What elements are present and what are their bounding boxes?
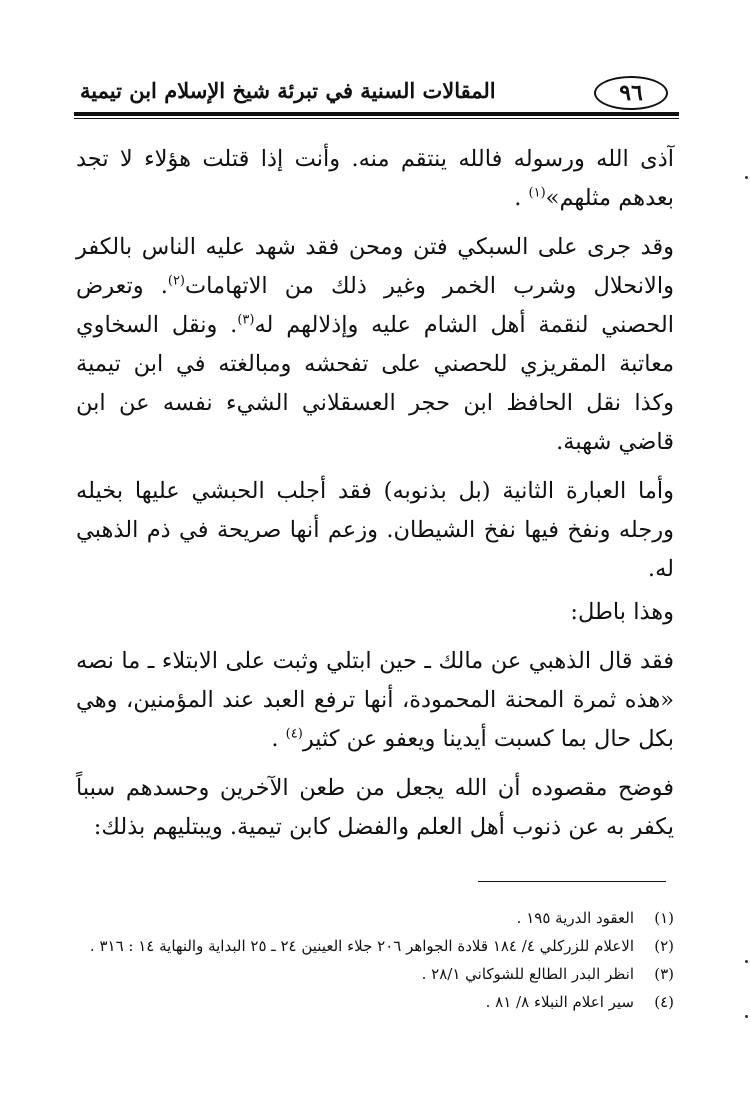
footnote-4: [60, 990, 674, 1015]
footnote-number: (١): [654, 909, 674, 927]
footnote-number: (٢): [654, 937, 674, 955]
footnote-1: [60, 906, 674, 931]
paragraph-1: [76, 140, 674, 218]
footnote-text: العقود الدرية ١٩٥ .: [516, 909, 634, 927]
paragraph-2-part-2: . وتعرض الحصني لنقمة أهل الشام عليه وإذلالهم له: [76, 273, 674, 338]
footnotes: [60, 906, 674, 1018]
footnote-number: (٣): [654, 965, 674, 983]
page-header: [72, 72, 678, 112]
footnote-ref-4: (٤): [285, 726, 303, 742]
running-title: المقالات السنية في تبرئة شيخ الإسلام ابن تيمية: [80, 78, 496, 103]
footnote-text: الاعلام للزركلي ٤/ ١٨٤ قلادة الجواهر ٢٠٦ جلاء العينين ٢٤ ـ ٢٥ البداية والنهاية ١٤ : ٣١٦ .: [89, 937, 634, 955]
scan-speck: [745, 176, 748, 179]
footnote-2: [60, 934, 674, 959]
footnote-number: (٤): [654, 993, 674, 1011]
header-rule: [74, 112, 679, 116]
paragraph-4: وهذا باطل:: [570, 599, 674, 625]
paragraph-6: فوضح مقصوده أن الله يجعل من طعن الآخرين وحسدهم سبباً يكفر به عن ذنوب أهل العلم والفضل كابن تيمية. ويبتليهم بذلك:: [76, 775, 674, 840]
body-text: [76, 140, 674, 847]
scan-speck: [745, 960, 748, 963]
footnote-ref-3: (٣): [237, 312, 255, 328]
paragraph-5-end: .: [271, 726, 286, 752]
footnote-ref-1: (١): [528, 185, 546, 201]
footnote-3: [60, 962, 674, 987]
paragraph-2-part-1: وقد جرى على السبكي فتن ومحن فقد شهد عليه الناس بالكفر والانحلال وشرب الخمر وغير ذلك من الاتهامات: [76, 234, 674, 299]
paragraph-1-text: آذى الله ورسوله فالله ينتقم منه. وأنت إذا قتلت هؤلاء لا تجد بعدهم مثلهم»: [76, 146, 674, 211]
paragraph-5: [76, 642, 674, 759]
page-number: ٩٦: [594, 76, 668, 110]
paragraph-5-text: فقد قال الذهبي عن مالك ـ حين ابتلي وثبت على الابتلاء ـ ما نصه «هذه ثمرة المحنة المحمودة، أنها ترفع العبد عند المؤمنين، وهي بكل حال بما كسبت أيدينا ويعفو عن كثير: [76, 648, 674, 752]
paragraph-2: [76, 228, 674, 462]
footnote-separator: [478, 881, 666, 882]
scan-speck: [745, 1015, 748, 1018]
paragraph-3: وأما العبارة الثانية (بل بذنوبه) فقد أجلب الحبشي عليها بخيله ورجله ونفخ فيها نفخ الشيطان. وزعم أنها صريحة في ذم الذهبي له.: [76, 478, 674, 582]
header-rule-thin: [74, 118, 679, 119]
footnote-text: انظر البدر الطالع للشوكاني ٢٨/١ .: [421, 965, 634, 983]
paragraph-1-end: .: [514, 185, 529, 211]
paragraph-2-part-3: . ونقل السخاوي معاتبة المقريزي للحصني على تفحشه ومبالغته في ابن تيمية وكذا نقل الحافظ ابن حجر العسقلاني الشيء نفسه عن ابن قاضي شهبة.: [76, 312, 674, 455]
footnote-text: سير اعلام النبلاء ٨/ ٨١ .: [485, 993, 634, 1011]
footnote-ref-2: (٢): [167, 273, 185, 289]
